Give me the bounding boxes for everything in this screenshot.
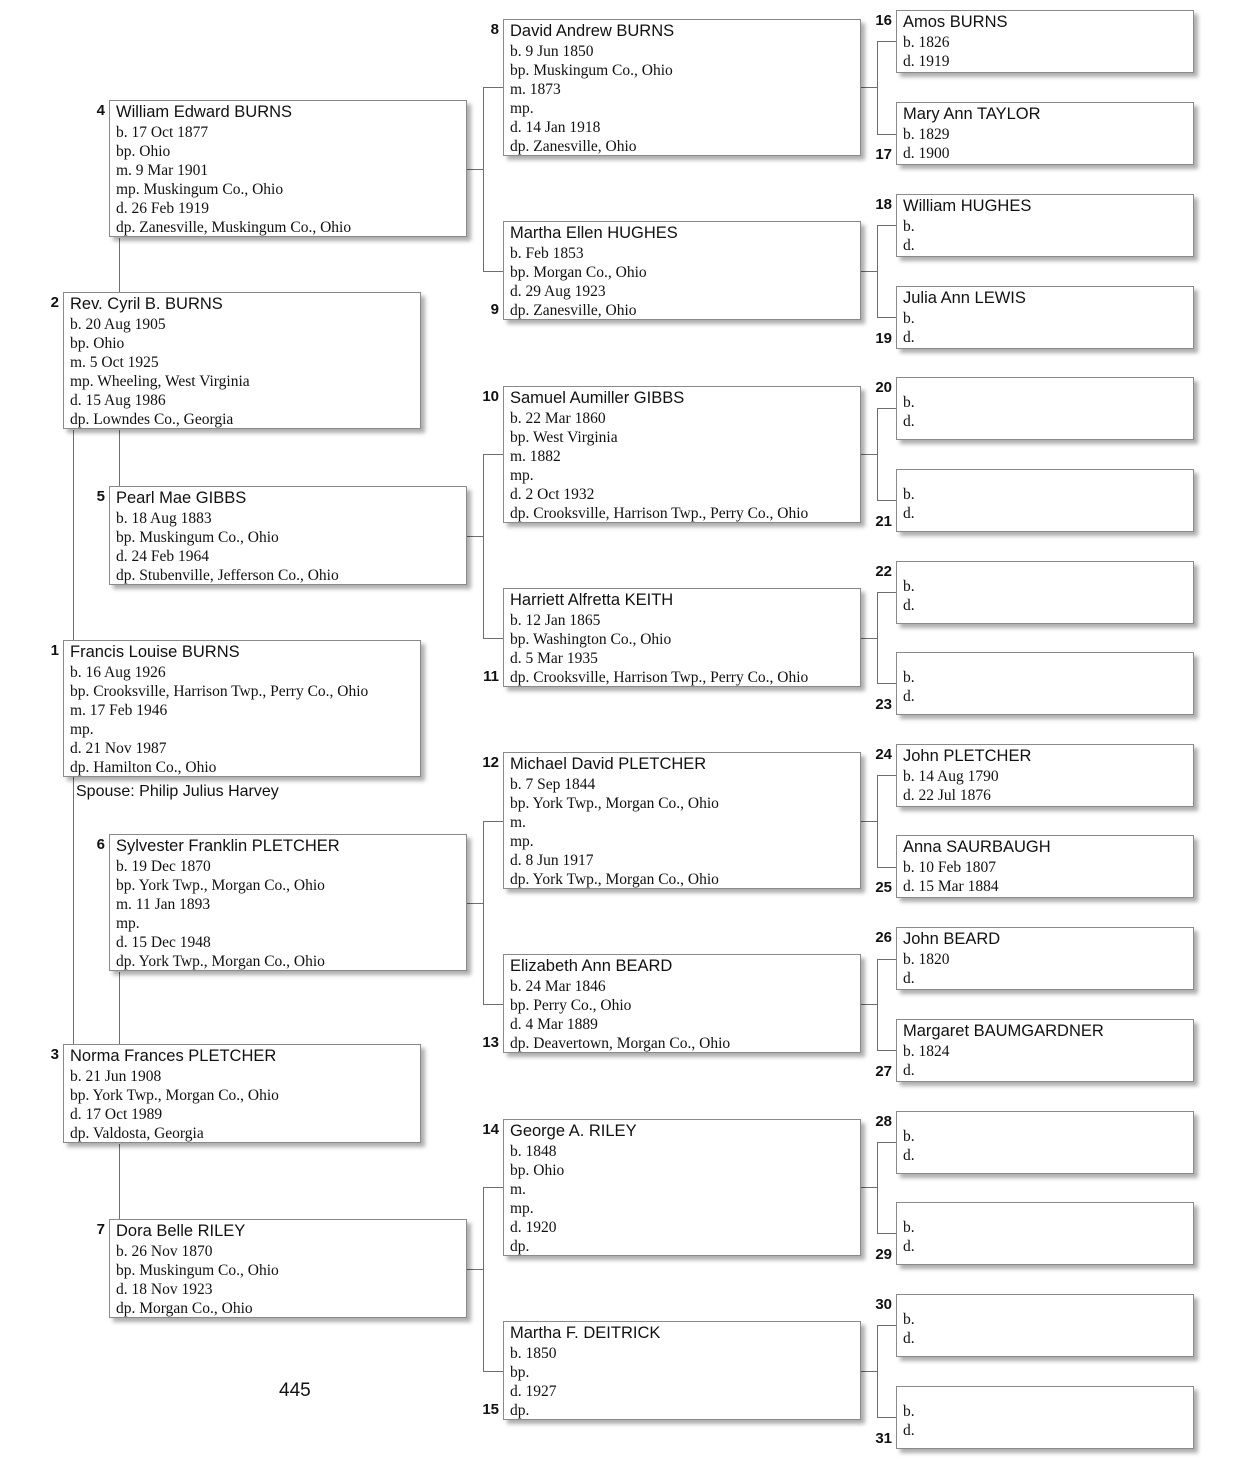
person-name: Martha F. DEITRICK	[510, 1324, 661, 1342]
person-detail: b. Feb 1853	[510, 245, 584, 262]
person-name: Norma Frances PLETCHER	[70, 1047, 277, 1065]
connector-line	[877, 1142, 897, 1143]
connector-line	[483, 821, 504, 822]
connector-line	[467, 903, 484, 904]
person-box-4[interactable]	[109, 100, 467, 237]
person-detail: mp.	[510, 1200, 534, 1217]
person-number: 1	[50, 642, 59, 659]
person-detail: dp. Zanesville, Muskingum Co., Ohio	[116, 219, 352, 236]
person-number: 25	[875, 879, 892, 896]
person-detail: dp. Zanesville, Ohio	[510, 138, 637, 155]
person-box-10[interactable]	[503, 386, 861, 523]
person-number: 24	[875, 746, 892, 763]
person-detail: mp.	[510, 833, 534, 850]
connector-line	[861, 821, 878, 822]
person-detail: b. 1824	[903, 1043, 950, 1060]
person-box-18[interactable]	[896, 194, 1194, 257]
person-name: William HUGHES	[903, 197, 1032, 215]
person-detail: bp. Muskingum Co., Ohio	[116, 1262, 279, 1279]
person-detail: bp. West Virginia	[510, 429, 618, 446]
connector-line	[119, 972, 120, 1045]
person-detail: d.	[903, 329, 915, 346]
person-detail: mp.	[70, 721, 94, 738]
connector-line	[877, 592, 897, 593]
connector-line	[483, 821, 484, 1005]
person-box-13[interactable]	[503, 954, 861, 1053]
page-number: 445	[279, 1380, 311, 1401]
connector-line	[861, 638, 878, 639]
person-box-22[interactable]	[896, 561, 1194, 624]
connector-line	[483, 87, 484, 272]
person-detail: mp. Wheeling, West Virginia	[70, 373, 250, 390]
connector-line	[861, 1004, 878, 1005]
person-name: John BEARD	[903, 930, 1001, 948]
person-box-17[interactable]	[896, 102, 1194, 165]
connector-line	[861, 1187, 878, 1188]
person-detail: b. 19 Dec 1870	[116, 858, 211, 875]
person-detail: dp.	[510, 1402, 530, 1419]
person-detail: m.	[510, 1181, 526, 1198]
person-name: Harriett Alfretta KEITH	[510, 591, 674, 609]
person-detail: b.	[903, 1403, 915, 1420]
person-number: 14	[482, 1121, 499, 1138]
person-number: 2	[50, 294, 59, 311]
person-number: 31	[875, 1430, 892, 1447]
spouse-note: Spouse: Philip Julius Harvey	[76, 783, 279, 800]
person-detail: dp. Stubenville, Jefferson Co., Ohio	[116, 567, 339, 584]
person-box-16[interactable]	[896, 10, 1194, 73]
person-detail: dp. Deavertown, Morgan Co., Ohio	[510, 1035, 731, 1052]
person-detail: b. 12 Jan 1865	[510, 612, 601, 629]
person-detail: bp. Muskingum Co., Ohio	[510, 62, 673, 79]
person-name: Elizabeth Ann BEARD	[510, 957, 673, 975]
connector-line	[119, 430, 120, 487]
person-number: 4	[96, 102, 105, 119]
connector-line	[483, 454, 504, 455]
person-box-7[interactable]	[109, 1219, 467, 1318]
person-name: Amos BURNS	[903, 13, 1008, 31]
connector-line	[467, 169, 484, 170]
person-detail: dp. Valdosta, Georgia	[70, 1125, 204, 1142]
person-name	[903, 1296, 1193, 1310]
person-detail: d. 17 Oct 1989	[70, 1106, 163, 1123]
person-name	[903, 654, 1193, 668]
person-box-28[interactable]	[896, 1111, 1194, 1174]
connector-line	[861, 1371, 878, 1372]
person-box-1[interactable]	[63, 640, 421, 777]
person-detail: d. 1919	[903, 53, 950, 70]
person-detail: b. 1820	[903, 951, 950, 968]
person-detail: dp. Morgan Co., Ohio	[116, 1300, 253, 1317]
person-detail: dp. Hamilton Co., Ohio	[70, 759, 217, 776]
person-detail: bp. Washington Co., Ohio	[510, 631, 672, 648]
person-box-31[interactable]	[896, 1386, 1194, 1449]
person-detail: bp. Crooksville, Harrison Twp., Perry Co., Ohio	[70, 683, 369, 700]
connector-line	[877, 1417, 897, 1418]
connector-line	[467, 536, 484, 537]
person-detail: d. 15 Dec 1948	[116, 934, 211, 951]
person-detail: d. 1927	[510, 1383, 557, 1400]
person-detail: b. 14 Aug 1790	[903, 768, 999, 785]
person-detail: d.	[903, 237, 915, 254]
connector-line	[877, 1325, 878, 1418]
connector-line	[483, 1187, 504, 1188]
person-number: 12	[482, 754, 499, 771]
person-box-27[interactable]	[896, 1019, 1194, 1082]
person-detail: d. 1900	[903, 145, 950, 162]
person-detail: d. 24 Feb 1964	[116, 548, 209, 565]
person-name: David Andrew BURNS	[510, 22, 675, 40]
person-number: 17	[875, 146, 892, 163]
connector-line	[877, 317, 897, 318]
person-number: 10	[482, 388, 499, 405]
connector-line	[877, 867, 897, 868]
person-name	[903, 1204, 1193, 1218]
person-name: Margaret BAUMGARDNER	[903, 1022, 1104, 1040]
connector-line	[877, 41, 878, 135]
person-name: Rev. Cyril B. BURNS	[70, 295, 223, 313]
connector-line	[483, 271, 504, 272]
person-name: John PLETCHER	[903, 747, 1032, 765]
connector-line	[877, 134, 897, 135]
person-detail: b. 18 Aug 1883	[116, 510, 212, 527]
person-detail: dp. Lowndes Co., Georgia	[70, 411, 234, 428]
person-detail: b.	[903, 1311, 915, 1328]
connector-line	[877, 1325, 897, 1326]
person-detail: dp. Crooksville, Harrison Twp., Perry Co., Ohio	[510, 505, 809, 522]
person-detail: d. 14 Jan 1918	[510, 119, 601, 136]
person-detail: m. 1873	[510, 81, 561, 98]
person-detail: b. 1850	[510, 1345, 557, 1362]
person-box-20[interactable]	[896, 377, 1194, 440]
person-box-3[interactable]	[63, 1044, 421, 1143]
person-detail: b. 26 Nov 1870	[116, 1243, 213, 1260]
person-detail: d. 15 Aug 1986	[70, 392, 166, 409]
person-name	[903, 379, 1193, 393]
person-detail: dp. York Twp., Morgan Co., Ohio	[116, 953, 325, 970]
person-number: 8	[490, 21, 499, 38]
person-detail: dp. Zanesville, Ohio	[510, 302, 637, 319]
person-detail: d.	[903, 1330, 915, 1347]
person-box-14[interactable]	[503, 1119, 861, 1256]
person-detail: m. 9 Mar 1901	[116, 162, 209, 179]
person-detail: m. 11 Jan 1893	[116, 896, 211, 913]
connector-line	[877, 41, 897, 42]
person-detail: b.	[903, 394, 915, 411]
person-number: 20	[875, 379, 892, 396]
person-detail: bp. Ohio	[70, 335, 125, 352]
person-detail: mp.	[510, 467, 534, 484]
person-detail: bp. Morgan Co., Ohio	[510, 264, 647, 281]
person-name: Julia Ann LEWIS	[903, 289, 1026, 307]
person-box-9[interactable]	[503, 221, 861, 320]
person-name: George A. RILEY	[510, 1122, 637, 1140]
person-number: 15	[482, 1401, 499, 1418]
person-detail: d.	[903, 688, 915, 705]
connector-line	[877, 225, 897, 226]
person-box-24[interactable]	[896, 744, 1194, 807]
connector-line	[877, 500, 897, 501]
person-detail: m.	[510, 814, 526, 831]
person-detail: d.	[903, 413, 915, 430]
person-detail: d. 4 Mar 1889	[510, 1016, 598, 1033]
person-box-26[interactable]	[896, 927, 1194, 990]
person-detail: b. 1826	[903, 34, 950, 51]
person-number: 19	[875, 330, 892, 347]
person-detail: b. 9 Jun 1850	[510, 43, 594, 60]
person-box-30[interactable]	[896, 1294, 1194, 1357]
person-number: 23	[875, 696, 892, 713]
person-name: Dora Belle RILEY	[116, 1222, 246, 1240]
connector-line	[877, 408, 878, 501]
person-detail: bp. York Twp., Morgan Co., Ohio	[510, 795, 719, 812]
person-detail: b. 20 Aug 1905	[70, 316, 166, 333]
person-detail: d. 8 Jun 1917	[510, 852, 594, 869]
connector-line	[861, 454, 878, 455]
person-name: Francis Louise BURNS	[70, 643, 240, 661]
person-detail: m. 17 Feb 1946	[70, 702, 168, 719]
connector-line	[483, 1187, 484, 1372]
connector-line	[877, 775, 878, 868]
person-detail: d. 18 Nov 1923	[116, 1281, 213, 1298]
connector-line	[483, 454, 484, 639]
person-detail: b. 16 Aug 1926	[70, 664, 166, 681]
person-detail: bp.	[510, 1364, 530, 1381]
person-box-6[interactable]	[109, 834, 467, 971]
person-detail: dp. Crooksville, Harrison Twp., Perry Co., Ohio	[510, 669, 809, 686]
person-box-15[interactable]	[503, 1321, 861, 1420]
person-detail: bp. Perry Co., Ohio	[510, 997, 632, 1014]
person-number: 9	[490, 301, 499, 318]
person-detail: d.	[903, 597, 915, 614]
connector-line	[877, 683, 897, 684]
person-detail: bp. Ohio	[510, 1162, 565, 1179]
person-detail: b. 1848	[510, 1143, 557, 1160]
person-detail: m. 1882	[510, 448, 561, 465]
person-name: William Edward BURNS	[116, 103, 293, 121]
person-detail: mp.	[510, 100, 534, 117]
connector-line	[877, 1050, 897, 1051]
person-box-23[interactable]	[896, 652, 1194, 715]
person-box-2[interactable]	[63, 292, 421, 429]
person-name: Michael David PLETCHER	[510, 755, 707, 773]
connector-line	[877, 775, 897, 776]
connector-line	[483, 1371, 504, 1372]
person-box-21[interactable]	[896, 469, 1194, 532]
person-detail: bp. Muskingum Co., Ohio	[116, 529, 279, 546]
connector-line	[877, 1142, 878, 1234]
connector-line	[877, 959, 878, 1051]
person-number: 29	[875, 1246, 892, 1263]
person-detail: bp. York Twp., Morgan Co., Ohio	[70, 1087, 279, 1104]
person-detail: d.	[903, 1422, 915, 1439]
person-detail: d.	[903, 505, 915, 522]
person-detail: d. 22 Jul 1876	[903, 787, 991, 804]
connector-line	[467, 1269, 484, 1270]
person-box-12[interactable]	[503, 752, 861, 889]
person-detail: b.	[903, 310, 915, 327]
connector-line	[483, 638, 504, 639]
person-detail: d.	[903, 1238, 915, 1255]
connector-line	[483, 87, 504, 88]
person-number: 18	[875, 196, 892, 213]
connector-line	[877, 408, 897, 409]
person-detail: b.	[903, 1128, 915, 1145]
person-number: 30	[875, 1296, 892, 1313]
connector-line	[119, 1144, 120, 1220]
person-detail: d. 26 Feb 1919	[116, 200, 209, 217]
person-name	[903, 1388, 1193, 1402]
person-detail: b. 24 Mar 1846	[510, 978, 606, 995]
person-detail: b.	[903, 669, 915, 686]
connector-line	[483, 1004, 504, 1005]
person-box-25[interactable]	[896, 835, 1194, 898]
person-number: 7	[96, 1221, 105, 1238]
person-name	[903, 471, 1193, 485]
person-detail: d.	[903, 1062, 915, 1079]
person-number: 13	[482, 1034, 499, 1051]
person-detail: dp.	[510, 1238, 530, 1255]
person-number: 5	[96, 488, 105, 505]
person-number: 16	[875, 12, 892, 29]
person-number: 11	[483, 668, 499, 685]
person-number: 22	[875, 563, 892, 580]
connector-line	[119, 238, 120, 293]
person-detail: b. 1829	[903, 126, 950, 143]
connector-line	[877, 1233, 897, 1234]
person-number: 3	[50, 1046, 59, 1063]
person-detail: bp. Ohio	[116, 143, 171, 160]
person-detail: b. 21 Jun 1908	[70, 1068, 162, 1085]
person-number: 26	[875, 929, 892, 946]
person-detail: d. 29 Aug 1923	[510, 283, 606, 300]
person-number: 21	[875, 513, 892, 530]
person-detail: m. 5 Oct 1925	[70, 354, 159, 371]
person-detail: b. 10 Feb 1807	[903, 859, 996, 876]
person-detail: d. 2 Oct 1932	[510, 486, 595, 503]
person-detail: d. 21 Nov 1987	[70, 740, 167, 757]
person-box-8[interactable]	[503, 19, 861, 156]
connector-line	[861, 271, 878, 272]
connector-line	[877, 592, 878, 684]
person-name: Samuel Aumiller GIBBS	[510, 389, 685, 407]
person-detail: b.	[903, 486, 915, 503]
person-detail: d. 1920	[510, 1219, 557, 1236]
person-detail: d.	[903, 1147, 915, 1164]
person-detail: d.	[903, 970, 915, 987]
person-box-29[interactable]	[896, 1202, 1194, 1265]
connector-line	[877, 225, 878, 318]
person-detail: mp.	[116, 915, 140, 932]
person-name: Martha Ellen HUGHES	[510, 224, 678, 242]
person-name: Sylvester Franklin PLETCHER	[116, 837, 340, 855]
person-detail: mp. Muskingum Co., Ohio	[116, 181, 284, 198]
person-name: Pearl Mae GIBBS	[116, 489, 247, 507]
person-box-11[interactable]	[503, 588, 861, 687]
person-detail: b.	[903, 1219, 915, 1236]
person-detail: dp. York Twp., Morgan Co., Ohio	[510, 871, 719, 888]
person-number: 6	[96, 836, 105, 853]
connector-line	[861, 87, 878, 88]
person-detail: b.	[903, 578, 915, 595]
person-detail: b. 17 Oct 1877	[116, 124, 209, 141]
person-name	[903, 1113, 1193, 1127]
person-detail: bp. York Twp., Morgan Co., Ohio	[116, 877, 325, 894]
person-box-5[interactable]	[109, 486, 467, 585]
person-name: Anna SAURBAUGH	[903, 838, 1051, 856]
person-box-19[interactable]	[896, 286, 1194, 349]
person-detail: d. 5 Mar 1935	[510, 650, 598, 667]
person-detail: b.	[903, 218, 915, 235]
person-name	[903, 563, 1193, 577]
person-name: Mary Ann TAYLOR	[903, 105, 1041, 123]
person-detail: b. 7 Sep 1844	[510, 776, 596, 793]
connector-line	[877, 959, 897, 960]
person-number: 28	[875, 1113, 892, 1130]
person-detail: b. 22 Mar 1860	[510, 410, 606, 427]
person-number: 27	[875, 1063, 892, 1080]
person-detail: d. 15 Mar 1884	[903, 878, 999, 895]
